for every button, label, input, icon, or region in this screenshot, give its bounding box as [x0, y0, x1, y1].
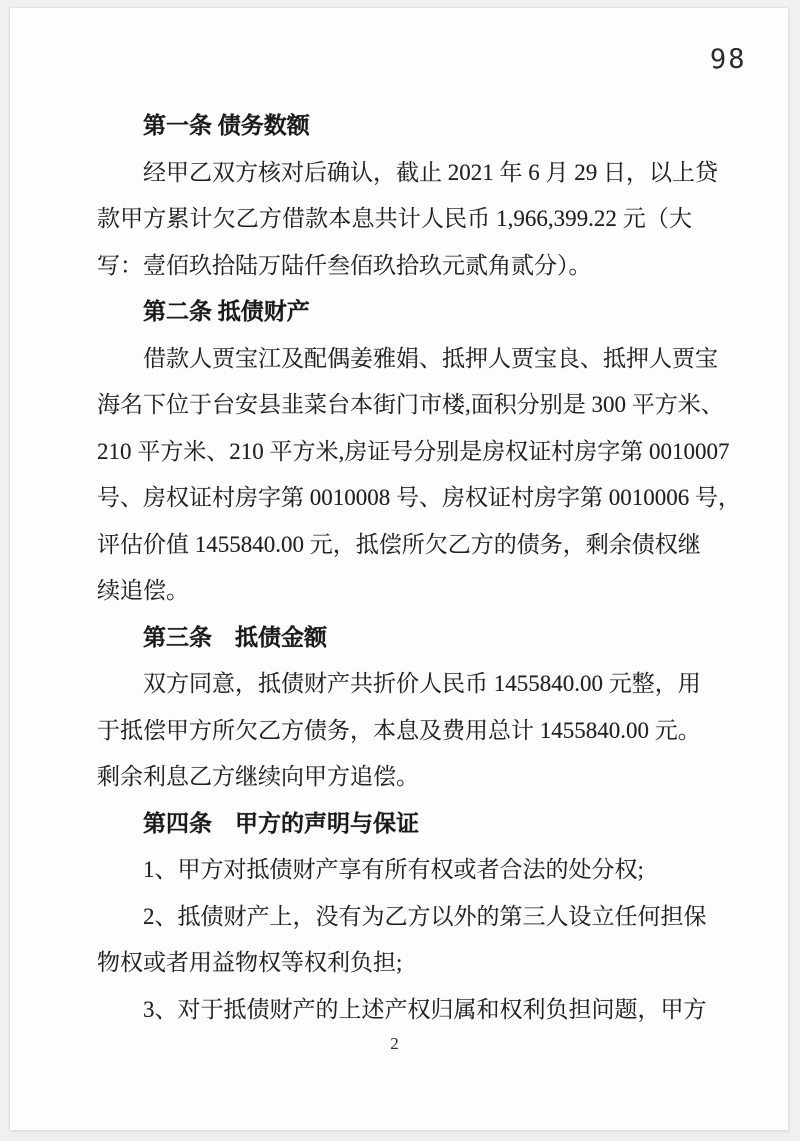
- page-sheet: [10, 8, 788, 1130]
- text-line: 款甲方累计欠乙方借款本息共计人民币 1,966,399.22 元（大: [97, 206, 692, 231]
- text-line: 经甲乙双方核对后确认，截止 2021 年 6 月 29 日，以上贷: [143, 159, 718, 185]
- text-line: 于抵偿甲方所欠乙方债务，本息及费用总计 1455840.00 元。: [97, 717, 701, 743]
- text-line: 1、甲方对抵债财产享有所有权或者合法的处分权;: [143, 857, 644, 882]
- article-heading: 第一条 债务数额: [143, 113, 310, 138]
- text-line: 海名下位于台安县韭菜台本街门市楼,面积分别是 300 平方米、: [97, 392, 724, 417]
- footer-page-number: 2: [390, 1034, 399, 1053]
- text-line: 210 平方米、210 平方米,房证号分别是房权证村房字第 0010007: [97, 438, 730, 464]
- article-heading: 第四条 甲方的声明与保证: [143, 810, 419, 836]
- text-line: 借款人贾宝江及配偶姜雅娟、抵押人贾宝良、抵押人贾宝: [143, 345, 718, 371]
- text-line: 3、对于抵债财产的上述产权归属和权利负担问题，甲方: [143, 996, 707, 1022]
- stamp-page-number: 98: [709, 43, 747, 76]
- text-line: 写：壹佰玖拾陆万陆仟叁佰玖拾玖元贰角贰分）。: [97, 252, 592, 278]
- article-heading: 第二条 抵债财产: [143, 299, 310, 324]
- text-line: 号、房权证村房字第 0010008 号、房权证村房字第 0010006 号，: [97, 485, 741, 510]
- text-line: 2、抵债财产上，没有为乙方以外的第三人设立任何担保: [143, 903, 707, 929]
- document-content: [97, 103, 741, 1033]
- article-heading: 第三条 抵债金额: [143, 624, 327, 650]
- text-line: 物权或者用益物权等权利负担;: [97, 950, 403, 975]
- text-line: 续追偿。: [97, 578, 189, 603]
- text-line: 双方同意，抵债财产共折价人民币 1455840.00 元整，用: [143, 671, 701, 696]
- text-line: 剩余利息乙方继续向甲方追偿。: [97, 764, 419, 789]
- text-line: 评估价值 1455840.00 元，抵偿所欠乙方的债务，剩余债权继: [97, 531, 701, 557]
